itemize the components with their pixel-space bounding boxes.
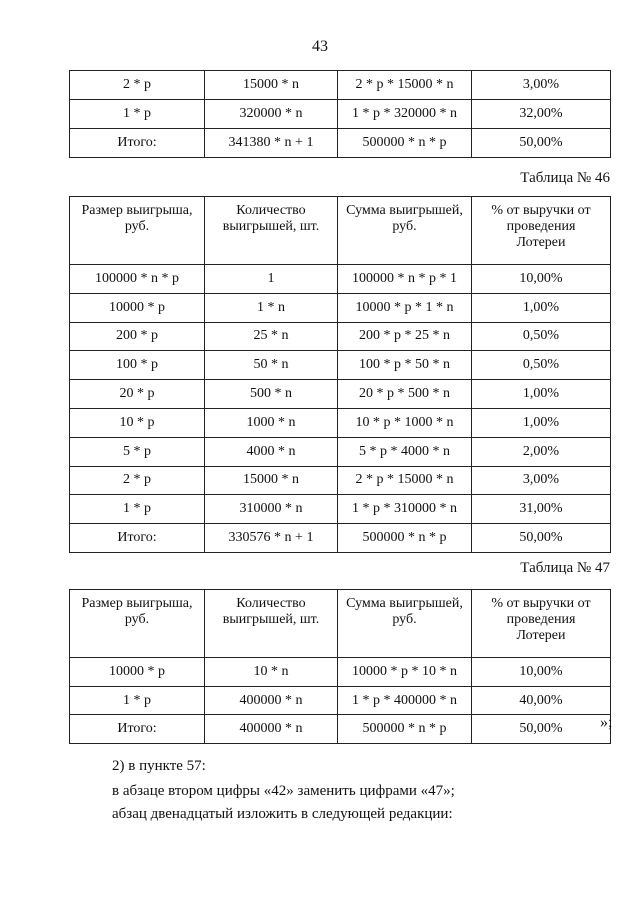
header-cell: Количество выигрышей, шт. [205, 590, 338, 658]
table-cell: 20 * p [70, 380, 205, 409]
table-cell: 2 * p * 15000 * n [338, 466, 472, 495]
table-cell: 10 * p [70, 408, 205, 437]
table-cell: 1 * p * 310000 * n [338, 495, 472, 524]
table-cell: 5 * p [70, 437, 205, 466]
header-row [70, 197, 611, 265]
paragraph-twelfth: абзац двенадцатый изложить в следующей редакции: [112, 806, 453, 822]
table-row [70, 265, 611, 294]
table-cell: 1000 * n [205, 408, 338, 437]
table-row [70, 129, 611, 158]
table-46-caption: Таблица № 46 [520, 170, 610, 186]
table-cell: 500000 * n * p [338, 524, 472, 553]
table-cell: 1 [205, 265, 338, 294]
paragraph-replace-digits: в абзаце втором цифры «42» заменить цифрами «47»; [112, 783, 455, 799]
table-row [70, 71, 611, 100]
table-cell: 10000 * p [70, 293, 205, 322]
table-cell: 10000 * p * 10 * n [338, 658, 472, 687]
table-cell: 310000 * n [205, 495, 338, 524]
table-cell: 2,00% [472, 437, 611, 466]
closing-quote: »; [600, 714, 613, 731]
table-47-caption: Таблица № 47 [520, 560, 610, 576]
table-cell: 10,00% [472, 658, 611, 687]
table-cell: 200 * p * 25 * n [338, 322, 472, 351]
table-cell: 10000 * p [70, 658, 205, 687]
table-cell: 40,00% [472, 686, 611, 715]
table-cell: 50 * n [205, 351, 338, 380]
table-cell: 1 * p * 320000 * n [338, 100, 472, 129]
table-cell: 0,50% [472, 322, 611, 351]
header-cell: Сумма выигрышей, руб. [338, 590, 472, 658]
table-cell: 1,00% [472, 380, 611, 409]
table-cell: 10 * p * 1000 * n [338, 408, 472, 437]
table-cell: 100 * p [70, 351, 205, 380]
table-cell: 2 * p * 15000 * n [338, 71, 472, 100]
table-cell: Итого: [70, 129, 205, 158]
table-cell: 1 * p [70, 686, 205, 715]
table-cell: 1 * p [70, 100, 205, 129]
header-cell: Сумма выигрышей, руб. [338, 197, 472, 265]
table-cell: 10,00% [472, 265, 611, 294]
header-cell: % от выручки от проведения Лотереи [472, 590, 611, 658]
table-cell: 25 * n [205, 322, 338, 351]
table-cell: 31,00% [472, 495, 611, 524]
table-cell: 50,00% [472, 129, 611, 158]
table-cell: 400000 * n [205, 715, 338, 744]
table-cell: 1 * p * 400000 * n [338, 686, 472, 715]
table-row [70, 524, 611, 553]
table-cell: 4000 * n [205, 437, 338, 466]
header-cell: Размер выигрыша, руб. [70, 197, 205, 265]
table-cell: 330576 * n + 1 [205, 524, 338, 553]
table-row [70, 408, 611, 437]
table-row [70, 658, 611, 687]
table-cell: 15000 * n [205, 71, 338, 100]
table-cell: 15000 * n [205, 466, 338, 495]
table-46 [69, 196, 611, 553]
table-cell: 1 * n [205, 293, 338, 322]
table-cell: 1,00% [472, 408, 611, 437]
table-cell: 500000 * n * p [338, 715, 472, 744]
table-cell: 1 * p [70, 495, 205, 524]
table-row [70, 100, 611, 129]
table-cell: 100000 * n * p [70, 265, 205, 294]
table-cell: 500000 * n * p [338, 129, 472, 158]
table-cell: 341380 * n + 1 [205, 129, 338, 158]
table-row [70, 466, 611, 495]
table-cell: 3,00% [472, 466, 611, 495]
table-47 [69, 589, 611, 744]
table-row [70, 437, 611, 466]
table-cell: 50,00% [472, 524, 611, 553]
table-row [70, 322, 611, 351]
table-cell: 5 * p * 4000 * n [338, 437, 472, 466]
table-cell: 100000 * n * p * 1 [338, 265, 472, 294]
table-cell: 2 * p [70, 71, 205, 100]
table-row [70, 495, 611, 524]
page-number: 43 [312, 38, 328, 55]
paragraph-point-57: 2) в пункте 57: [112, 758, 206, 774]
table-cell: 200 * p [70, 322, 205, 351]
table-cell: 32,00% [472, 100, 611, 129]
table-cell: 320000 * n [205, 100, 338, 129]
table-row [70, 380, 611, 409]
header-cell: Количество выигрышей, шт. [205, 197, 338, 265]
table-cell: Итого: [70, 715, 205, 744]
table-cell: 10 * n [205, 658, 338, 687]
table-cell: 20 * p * 500 * n [338, 380, 472, 409]
table-row [70, 293, 611, 322]
table-cell: Итого: [70, 524, 205, 553]
table-row [70, 715, 611, 744]
table-row [70, 686, 611, 715]
top-table [69, 70, 611, 158]
table-cell: 1,00% [472, 293, 611, 322]
header-cell: Размер выигрыша, руб. [70, 590, 205, 658]
table-cell: 50,00% [472, 715, 611, 744]
table-cell: 10000 * p * 1 * n [338, 293, 472, 322]
table-cell: 2 * p [70, 466, 205, 495]
header-row [70, 590, 611, 658]
header-cell: % от выручки от проведения Лотереи [472, 197, 611, 265]
table-cell: 400000 * n [205, 686, 338, 715]
table-cell: 500 * n [205, 380, 338, 409]
table-cell: 0,50% [472, 351, 611, 380]
table-cell: 3,00% [472, 71, 611, 100]
table-row [70, 351, 611, 380]
table-cell: 100 * p * 50 * n [338, 351, 472, 380]
